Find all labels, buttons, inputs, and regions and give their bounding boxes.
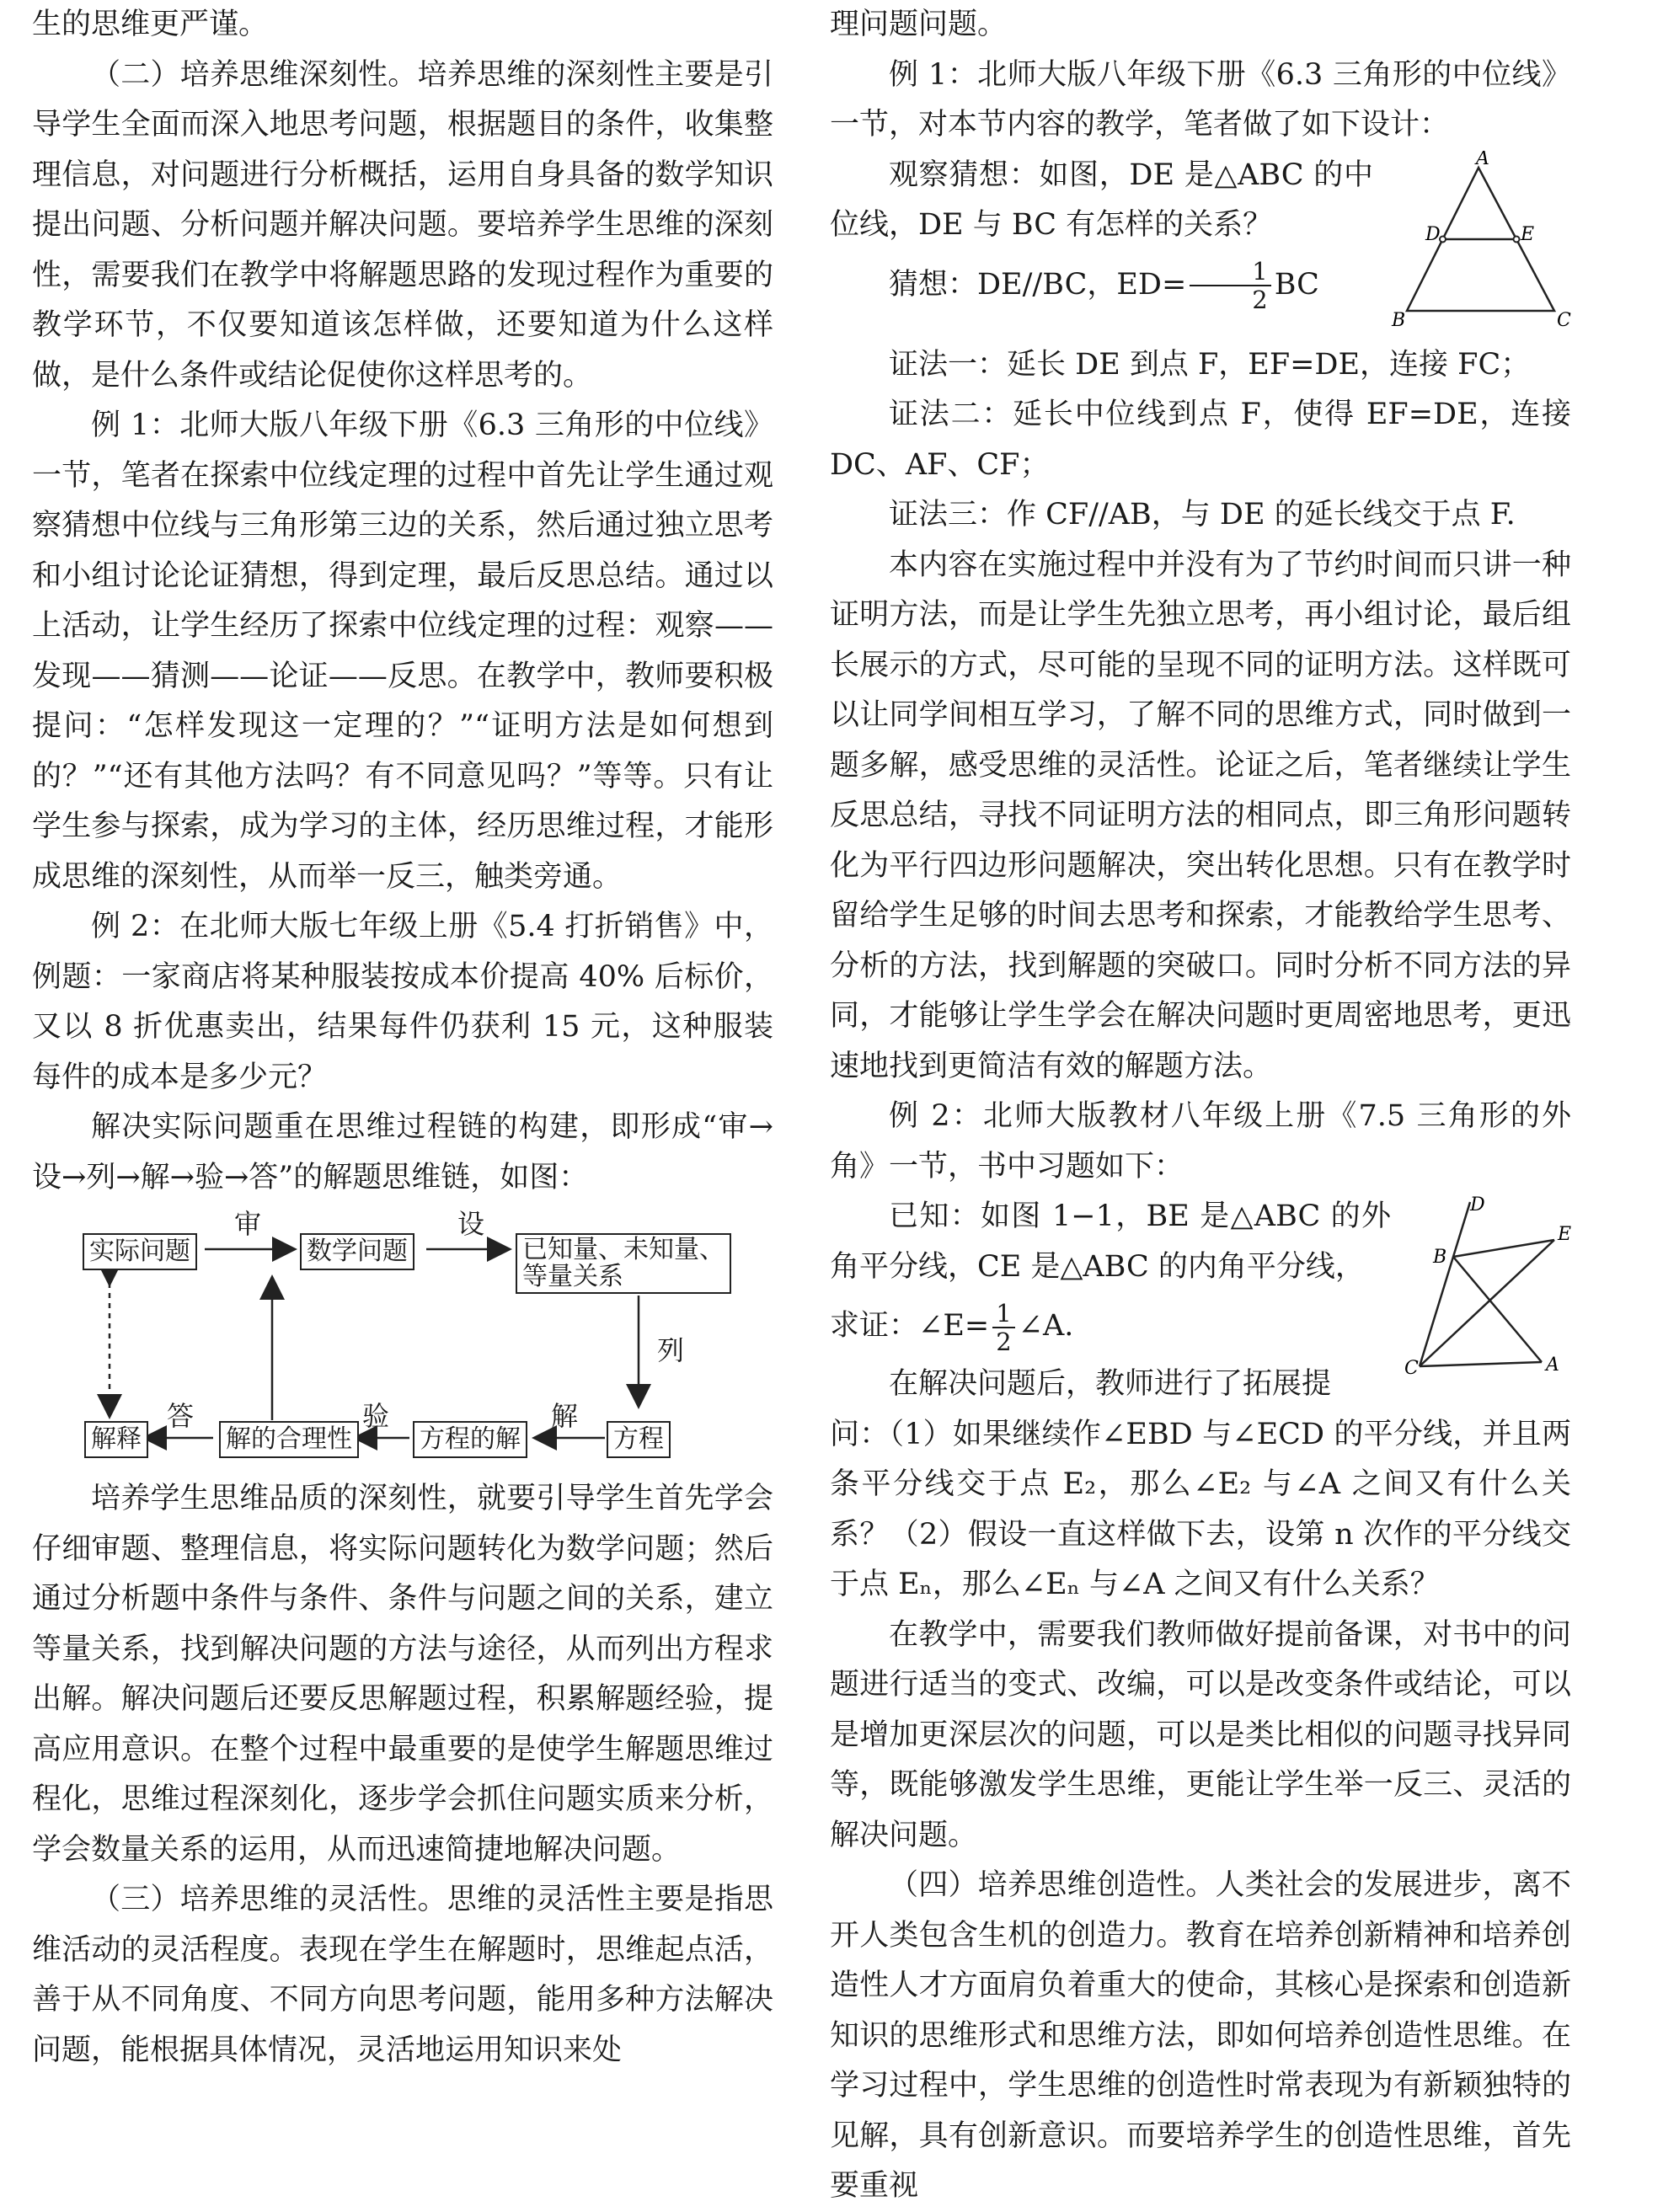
box-known-line1: 已知量、未知量、 bbox=[522, 1235, 725, 1264]
right-example-two: 例 2：北师大版教材八年级上册《7.5 三角形的外角》一节，书中习题如下： bbox=[830, 1099, 1571, 1183]
box-math-problem: 数学问题 bbox=[300, 1233, 414, 1270]
label-she: 设 bbox=[457, 1208, 485, 1240]
example-two-paragraph: 例 2：在北师大版七年级上册《5.4 打折销售》中，例题：一家商店将某种服装按成本价提高 40% 后标价，又以 8 折优惠卖出，结果每件仍获利 15 元，这种服装每件的成本是多少元？ bbox=[32, 910, 773, 1094]
left-column bbox=[32, 0, 773, 2076]
left-paragraph: 生的思维更严谨。 bbox=[32, 8, 269, 41]
box-known-unknown bbox=[516, 1233, 731, 1294]
deep-thinking-paragraph: 培养学生思维品质的深刻性，就要引导学生首先学会仔细审题、整理信息，将实际问题转化为数学问题；然后通过分析题中条件与条件、条件与问题之间的关系，建立等量关系，找到解决问题的方法与途径，从而列出方程求出解。解决问题后还要反思解题过程，积累解题经验，提高应用意识。在整个过程中最重要的是使学生解题思维过程化，思维过程深刻化，逐步学会抓住问题实质来分析，学会数量关系的运用，从而迅速简捷地解决问题。 bbox=[32, 1482, 773, 1867]
label-da: 答 bbox=[167, 1400, 195, 1432]
label-shen: 审 bbox=[234, 1208, 262, 1240]
fraction-one-half bbox=[992, 1300, 1014, 1355]
observe-conjecture: 观察猜想：如图，DE 是△ABC 的中位线，DE 与 BC 有怎样的关系？ bbox=[830, 158, 1373, 242]
conjecture-prefix: 猜想：DE//BC，ED= bbox=[889, 267, 1187, 302]
implementation-paragraph: 本内容在实施过程中并没有为了节约时间而只讲一种证明方法，而是让学生先独立思考，再小组讨论，最后组长展示的方式，尽可能的呈现不同的证明方法。这样既可以让同学间相互学习，了解不同的思维方式，同时做到一题多解，感受思维的灵活性。论证之后，笔者继续让学生反思总结，寻找不同证明方法的相同点，即三角形问题转化为平行四边形问题解决，突出转化思想。只有在教学时留给学生足够的时间去思考和探索，才能教给学生思考、分析的方法，找到解题的突破口。同时分析不同方法的异同，才能够让学生学会在解决问题时更周密地思考，更迅速地找到更简洁有效的解题方法。 bbox=[830, 548, 1571, 1083]
extension-question-rest: 问：（1）如果继续作∠EBD 与∠ECD 的平分线，并且两条平分线交于点 E₂，那么∠E₂ 与∠A 之间又有什么关系？（2）假设一直这样做下去，设第 n 次作的平分线交于点 Eₙ，那么∠Eₙ 与∠A 之间又有什么关系？ bbox=[830, 1417, 1571, 1601]
solution-flowchart bbox=[32, 1203, 773, 1464]
line-ca bbox=[1420, 1362, 1542, 1366]
label-d: D bbox=[1425, 223, 1441, 245]
proof-method-one: 证法一：延长 DE 到点 F，EF=DE，连接 FC； bbox=[889, 347, 1531, 382]
prove-suffix: ∠A. bbox=[1018, 1309, 1074, 1343]
exterior-angle-figure bbox=[1403, 1194, 1571, 1381]
label-e: E bbox=[1558, 1224, 1571, 1245]
section-four-paragraph: （四）培养思维创造性。人类社会的发展进步，离不开人类包含生机的创造力。教育在培养创新精神和培养创造性人才方面肩负着重大的使命，其核心是探索和创造新知识的思维形式和思维方法，即如何培养创造性思维。在学习过程中，学生思维的创造性时常表现为有新颖独特的见解，具有创新意识。而要培养学生的创造性思维，首先要重视 bbox=[830, 1868, 1571, 2203]
label-yan: 验 bbox=[362, 1400, 390, 1432]
line-ba bbox=[1453, 1257, 1542, 1362]
thinking-chain-paragraph: 解决实际问题重在思维过程链的构建，即形成“审→设→列→解→验→答”的解题思维链，如图： bbox=[32, 1110, 773, 1194]
label-e: E bbox=[1521, 223, 1535, 245]
fraction-denominator: 2 bbox=[996, 1327, 1012, 1356]
proof-method-two: 证法二：延长中位线到点 F，使得 EF=DE，连接 DC、AF、CF； bbox=[830, 398, 1571, 482]
label-a: A bbox=[1546, 1354, 1559, 1376]
fraction-one-half bbox=[1190, 258, 1270, 313]
label-b: B bbox=[1392, 309, 1406, 331]
prove-prefix: 求证：∠E= bbox=[830, 1309, 990, 1343]
fraction-numerator: 1 bbox=[992, 1300, 1014, 1328]
proof-method-three: 证法三：作 CF//AB，与 DE 的延长线交于点 F. bbox=[889, 498, 1516, 532]
box-explain: 解释 bbox=[84, 1421, 148, 1458]
label-b: B bbox=[1433, 1247, 1447, 1268]
label-c: C bbox=[1557, 309, 1571, 331]
given-statement: 已知：如图 1−1，BE 是△ABC 的外角平分线，CE 是△ABC 的内角平分线， bbox=[830, 1200, 1391, 1284]
box-reasonableness: 解的合理性 bbox=[219, 1421, 359, 1458]
label-d: D bbox=[1470, 1194, 1485, 1216]
extension-question-start: 在解决问题后，教师进行了拓展提 bbox=[889, 1367, 1332, 1401]
label-a: A bbox=[1476, 150, 1489, 169]
midline-triangle-figure bbox=[1382, 151, 1571, 340]
box-actual-problem: 实际问题 bbox=[83, 1233, 197, 1270]
right-example-one: 例 1：北师大版八年级下册《6.3 三角形的中位线》一节，对本节内容的教学，笔者做了如下设计： bbox=[830, 57, 1571, 142]
teaching-preparation-paragraph: 在教学中，需要我们教师做好提前备课，对书中的问题进行适当的变式、改编，可以是改变条件或结论，可以是增加更深层次的问题，可以是类比相似的问题寻找异同等，既能够激发学生思维，更能让学生举一反三、灵活的解决问题。 bbox=[830, 1617, 1571, 1852]
label-lie: 列 bbox=[657, 1334, 685, 1366]
example-one-paragraph: 例 1：北师大版八年级下册《6.3 三角形的中位线》一节，笔者在探索中位线定理的过程中首先让学生通过观察猜想中位线与三角形第三边的关系，然后通过独立思考和小组讨论论证猜想，得到定理，最后反思总结。通过以上活动，让学生经历了探索中位线定理的过程：观察——发现——猜测——论证——反思。在教学中，教师要积极提问：“怎样发现这一定理的？”“证明方法是如何想到的？”“还有其他方法吗？有不同意见吗？”等等。只有让学生参与探索，成为学习的主体，经历思维过程，才能形成思维的深刻性，从而举一反三，触类旁通。 bbox=[32, 409, 773, 894]
right-column bbox=[830, 0, 1571, 2212]
right-paragraph: 理问题问题。 bbox=[830, 8, 1008, 41]
box-equation: 方程 bbox=[607, 1421, 671, 1458]
label-c: C bbox=[1404, 1358, 1419, 1379]
label-jie: 解 bbox=[551, 1400, 579, 1432]
fraction-numerator: 1 bbox=[1190, 258, 1270, 286]
fraction-denominator: 2 bbox=[1252, 286, 1268, 314]
box-equation-solution: 方程的解 bbox=[413, 1421, 527, 1458]
section-two-paragraph: （二）培养思维深刻性。培养思维的深刻性主要是引导学生全面而深入地思考问题，根据题目的条件，收集整理信息，对问题进行分析概括，运用自身具备的数学知识提出问题、分析问题并解决问题。要培养学生思维的深刻性，需要我们在教学中将解题思路的发现过程作为重要的教学环节，不仅要知道该怎样做，还要知道为什么这样做，是什么条件或结论促使你这样思考的。 bbox=[32, 57, 773, 393]
section-three-paragraph: （三）培养思维的灵活性。思维的灵活性主要是指思维活动的灵活程度。表现在学生在解题时，思维起点活，善于从不同角度、不同方向思考问题，能用多种方法解决问题，能根据具体情况，灵活地运用知识来处 bbox=[32, 1883, 773, 2067]
box-known-line2: 等量关系 bbox=[522, 1262, 623, 1291]
conjecture-suffix: BC bbox=[1274, 267, 1319, 302]
